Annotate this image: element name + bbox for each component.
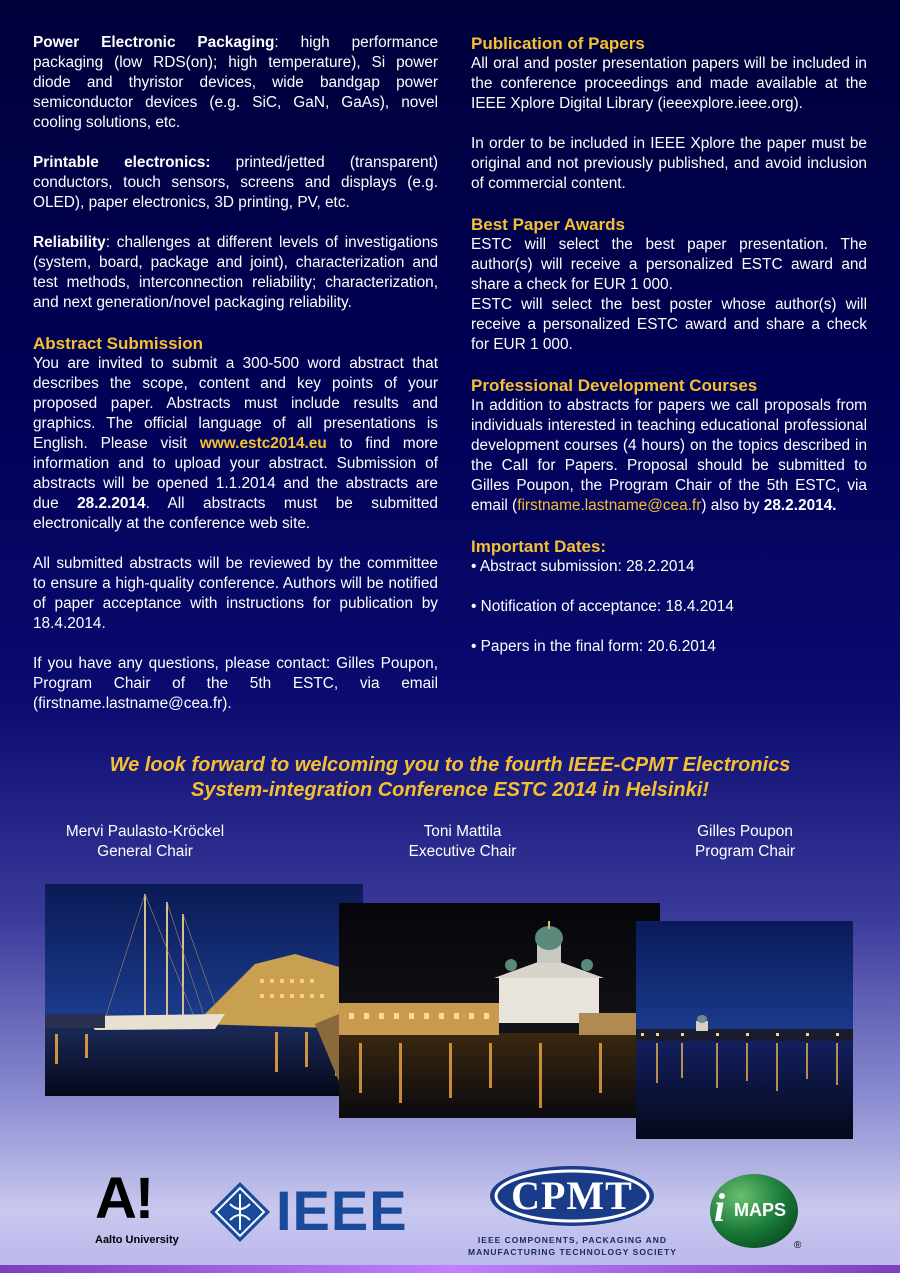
topic-printable-electronics: Printable electronics: printed/jetted (transparent) conductors, touch sensors, screens and displays (e.g. OLED), paper electronics, 3D printing, PV, etc.	[33, 154, 438, 211]
registered-mark: ®	[794, 1240, 802, 1251]
chair-name: Mervi Paulasto-Kröckel	[65, 823, 225, 840]
cpmt-wordmark: CPMT	[511, 1173, 633, 1218]
photo-helsinki-cathedral	[339, 903, 660, 1118]
right-column	[471, 33, 867, 677]
cpmt-logo	[450, 1163, 695, 1263]
courses-text: In addition to abstracts for papers we call proposals from individuals interested in teaching educational professional development courses (4 hours) on the topics described in the Call for Papers. Proposal should be submitted to Gilles Poupon, the Program Chair of the 5th ESTC, via email (firstname.lastname@cea.fr) also by 28.2.2014.	[471, 397, 867, 514]
date-item: • Abstract submission: 28.2.2014	[471, 558, 695, 575]
closing-statement: We look forward to welcoming you to the fourth IEEE-CPMT Electronics System-integration Conference ESTC 2014 in Helsinki!	[109, 754, 791, 801]
chair-name: Gilles Poupon	[697, 823, 793, 840]
topic-reliability: Reliability: challenges at different levels of investigations (system, board, package and joint), characterization and test methods, interconnection reliability; characterization, and next generation/novel packaging reliability.	[33, 234, 438, 311]
chair-role: Program Chair	[694, 843, 796, 860]
imaps-wordmark: MAPS	[734, 1200, 787, 1220]
abstract-review-text: All submitted abstracts will be reviewed by the committee to ensure a high-quality conference. Authors will be notified of paper acceptance with instructions for publication by 18.4.2014.	[33, 555, 438, 632]
dates-list	[471, 557, 867, 657]
aalto-name: Aalto University	[95, 1234, 179, 1246]
abstract-submission-heading: Abstract Submission	[33, 334, 204, 353]
publication-heading: Publication of Papers	[471, 34, 645, 53]
chair-program	[670, 822, 820, 862]
topic-power-electronic-packaging: Power Electronic Packaging: high performance packaging (low RDS(on); high temperature), Si power diode and thyristor devices, wide bandgap power semiconductor devices (e.g. SiC, GaN, GaAs), novel cooling solutions, etc.	[33, 34, 438, 131]
chair-name: Toni Mattila	[423, 823, 502, 840]
left-column	[33, 33, 438, 714]
aalto-logo	[95, 1166, 195, 1250]
contact-text: If you have any questions, please contact: Gilles Poupon, Program Chair of the 5th ESTC, via email (firstname.lastname@cea.fr).	[33, 655, 438, 712]
awards-text-2: ESTC will select the best poster whose author(s) will receive a personalized ESTC award and share a check for EUR 1 000.	[471, 296, 867, 353]
bottom-accent-bar	[0, 1265, 900, 1273]
publication-text-1: All oral and poster presentation papers will be included in the conference proceedings and made available at the IEEE Xplore Digital Library (ieeexplore.ieee.org).	[471, 55, 867, 112]
awards-heading: Best Paper Awards	[471, 215, 626, 234]
abstract-submission-text: You are invited to submit a 300-500 word abstract that describes the scope, content and key points of your proposed paper. Abstracts must include results and graphics. The official language of all presentations is English. Please visit www.estc2014.eu to find more information and to upload your abstract. Submission of abstracts will be opened 1.1.2014 and the abstracts are due 28.2.2014. All abstracts must be submitted electronically at the conference web site.	[33, 355, 438, 532]
chair-role: General Chair	[97, 843, 193, 860]
chair-role: Executive Chair	[408, 843, 517, 860]
email-link[interactable]: firstname.lastname@cea.fr	[517, 497, 702, 514]
ieee-logo	[208, 1180, 423, 1245]
publication-text-2: In order to be included in IEEE Xplore the paper must be original and not previously published, and avoid inclusion of commercial content.	[471, 135, 867, 192]
chair-executive	[380, 822, 545, 862]
imaps-i: i	[714, 1185, 726, 1230]
dates-heading: Important Dates:	[471, 537, 607, 556]
photo-night-skyline	[636, 921, 853, 1139]
awards-text-1: ESTC will select the best paper presentation. The author(s) will receive a personalized ESTC award and share a check for EUR 1 000.	[471, 236, 867, 293]
photo-harbour-ship	[45, 884, 363, 1096]
chair-general	[45, 822, 245, 862]
date-item: • Notification of acceptance: 18.4.2014	[471, 598, 734, 615]
ieee-diamond-icon	[208, 1180, 272, 1244]
cpmt-society-name: IEEE COMPONENTS, PACKAGING AND MANUFACTURING TECHNOLOGY SOCIETY	[468, 1235, 677, 1257]
date-item: • Papers in the final form: 20.6.2014	[471, 638, 716, 655]
ieee-wordmark: IEEE	[276, 1179, 408, 1242]
aalto-mark: A!	[95, 1166, 153, 1231]
courses-heading: Professional Development Courses	[471, 376, 758, 395]
website-link[interactable]: www.estc2014.eu	[199, 435, 327, 452]
imaps-logo	[708, 1172, 808, 1256]
